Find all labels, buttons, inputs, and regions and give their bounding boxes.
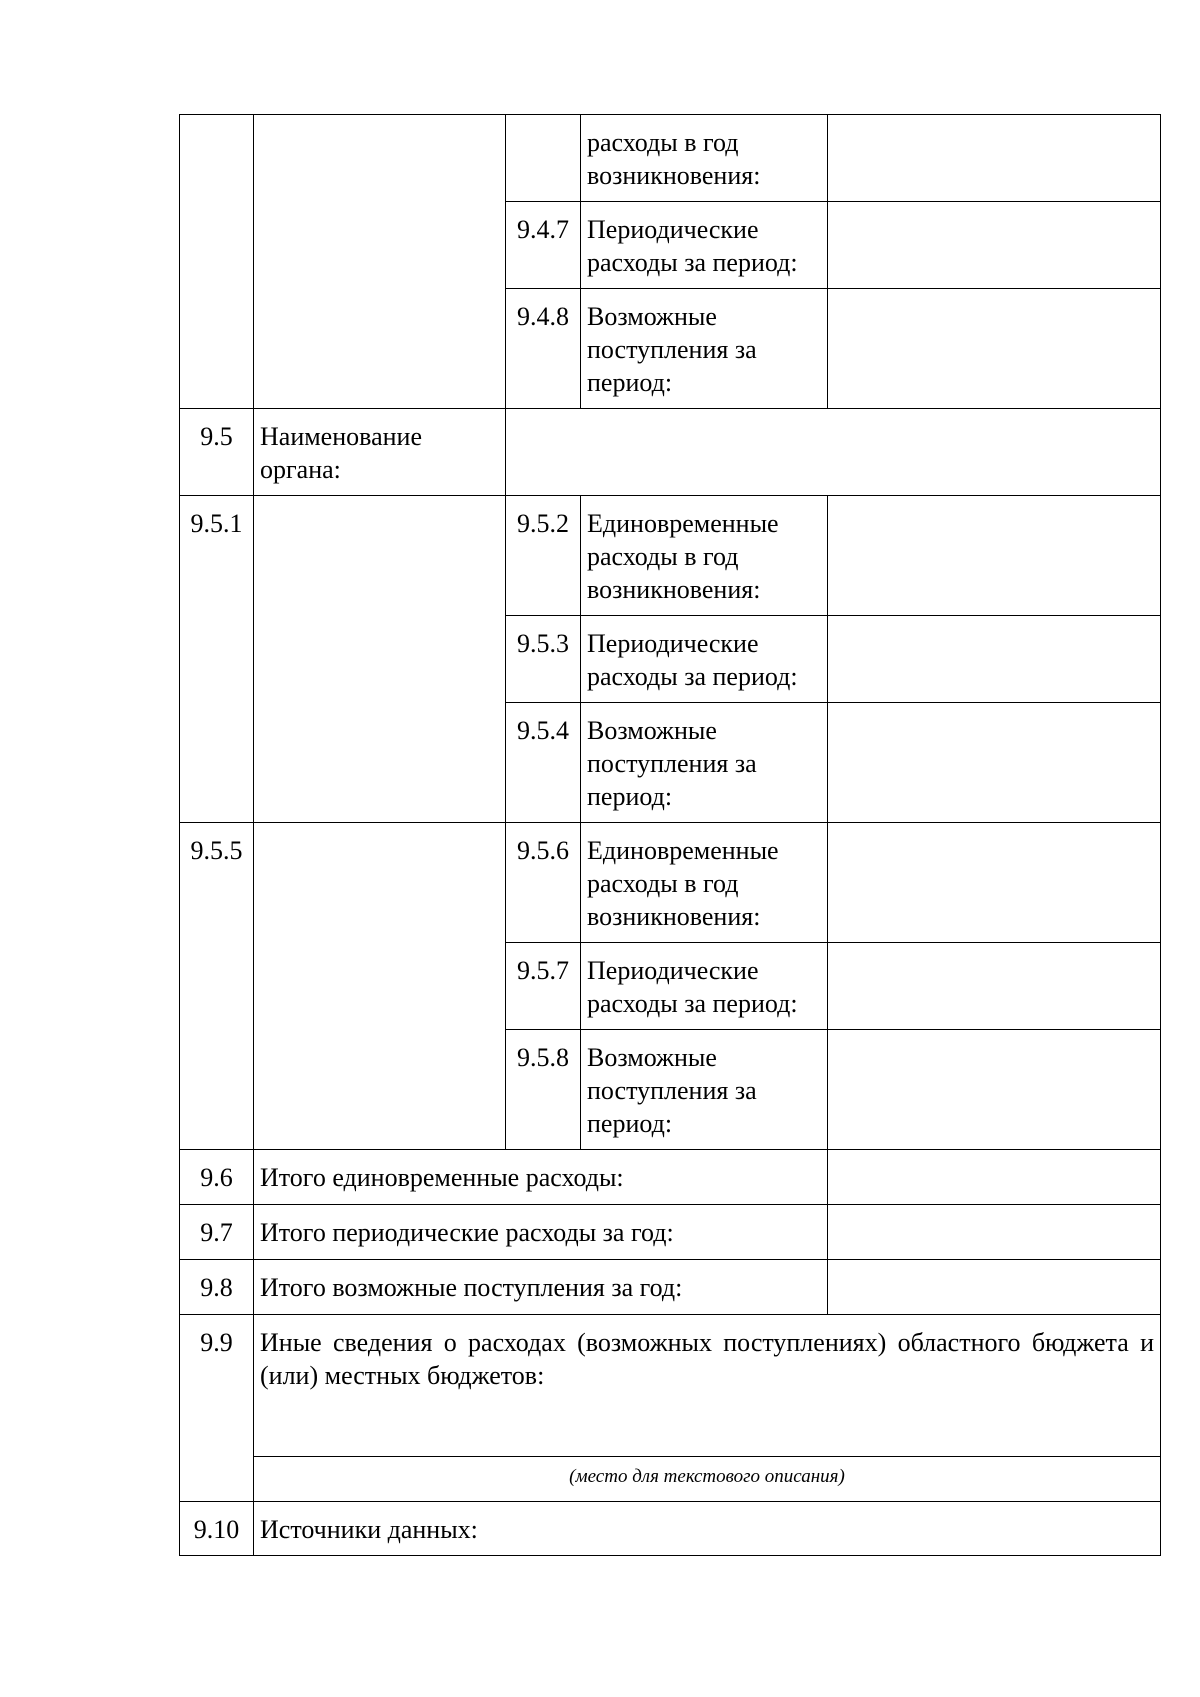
row-number: 9.5.6 (506, 823, 581, 943)
row-number: 9.5 (180, 409, 254, 496)
value-cell[interactable] (828, 1030, 1161, 1150)
value-cell[interactable] (828, 1150, 1161, 1205)
row-subnum-cell (506, 115, 581, 202)
table-row (180, 1150, 1161, 1205)
row-num-cell (180, 115, 254, 409)
budget-form-table (179, 114, 1161, 1556)
table-row (180, 1315, 1161, 1457)
row-label: Периодические расходы за период: (581, 943, 828, 1030)
row-label: расходы в год возникновения: (581, 115, 828, 202)
group-name-cell[interactable] (254, 823, 506, 1150)
row-number: 9.4.7 (506, 202, 581, 289)
row-number: 9.5.3 (506, 616, 581, 703)
row-number: 9.7 (180, 1205, 254, 1260)
row-number: 9.6 (180, 1150, 254, 1205)
row-number: 9.5.7 (506, 943, 581, 1030)
row-number: 9.5.8 (506, 1030, 581, 1150)
row-label: Итого единовременные расходы: (254, 1150, 828, 1205)
table-row (180, 823, 1161, 943)
value-cell[interactable] (828, 496, 1161, 616)
row-label: Единовременные расходы в год возникновения: (581, 496, 828, 616)
row-number: 9.5.2 (506, 496, 581, 616)
row-name-cell (254, 115, 506, 409)
value-cell[interactable] (828, 202, 1161, 289)
text-description-caption: (место для текстового описания) (254, 1457, 1161, 1502)
row-label: Единовременные расходы в год возникновения: (581, 823, 828, 943)
row-label: Периодические расходы за период: (581, 616, 828, 703)
other-info-text-area[interactable]: Иные сведения о расходах (возможных поступлениях) областного бюджета и (или) местных бюджетов: (254, 1315, 1161, 1457)
value-cell[interactable] (828, 115, 1161, 202)
row-label: Итого периодические расходы за год: (254, 1205, 828, 1260)
value-cell[interactable] (828, 1260, 1161, 1315)
table-row (180, 1502, 1161, 1556)
row-number: 9.5.4 (506, 703, 581, 823)
table-row (180, 1457, 1161, 1502)
table-row (180, 115, 1161, 202)
table-row (180, 1260, 1161, 1315)
row-label: Наименование органа: (254, 409, 506, 496)
table-row (180, 1205, 1161, 1260)
group-number: 9.5.1 (180, 496, 254, 823)
value-cell[interactable] (828, 1205, 1161, 1260)
data-sources-field[interactable]: Источники данных: (254, 1502, 1161, 1556)
table-row (180, 409, 1161, 496)
row-label: Итого возможные поступления за год: (254, 1260, 828, 1315)
group-name-cell[interactable] (254, 496, 506, 823)
value-cell[interactable] (828, 703, 1161, 823)
table-row (180, 496, 1161, 616)
row-label: Возможные поступления за период: (581, 1030, 828, 1150)
row-number: 9.9 (180, 1315, 254, 1502)
row-label: Возможные поступления за период: (581, 289, 828, 409)
row-label: Возможные поступления за период: (581, 703, 828, 823)
row-number: 9.8 (180, 1260, 254, 1315)
value-cell[interactable] (828, 289, 1161, 409)
value-cell[interactable] (828, 823, 1161, 943)
organ-name-value-cell[interactable] (506, 409, 1161, 496)
value-cell[interactable] (828, 616, 1161, 703)
row-label: Периодические расходы за период: (581, 202, 828, 289)
row-number: 9.10 (180, 1502, 254, 1556)
value-cell[interactable] (828, 943, 1161, 1030)
row-number: 9.4.8 (506, 289, 581, 409)
group-number: 9.5.5 (180, 823, 254, 1150)
